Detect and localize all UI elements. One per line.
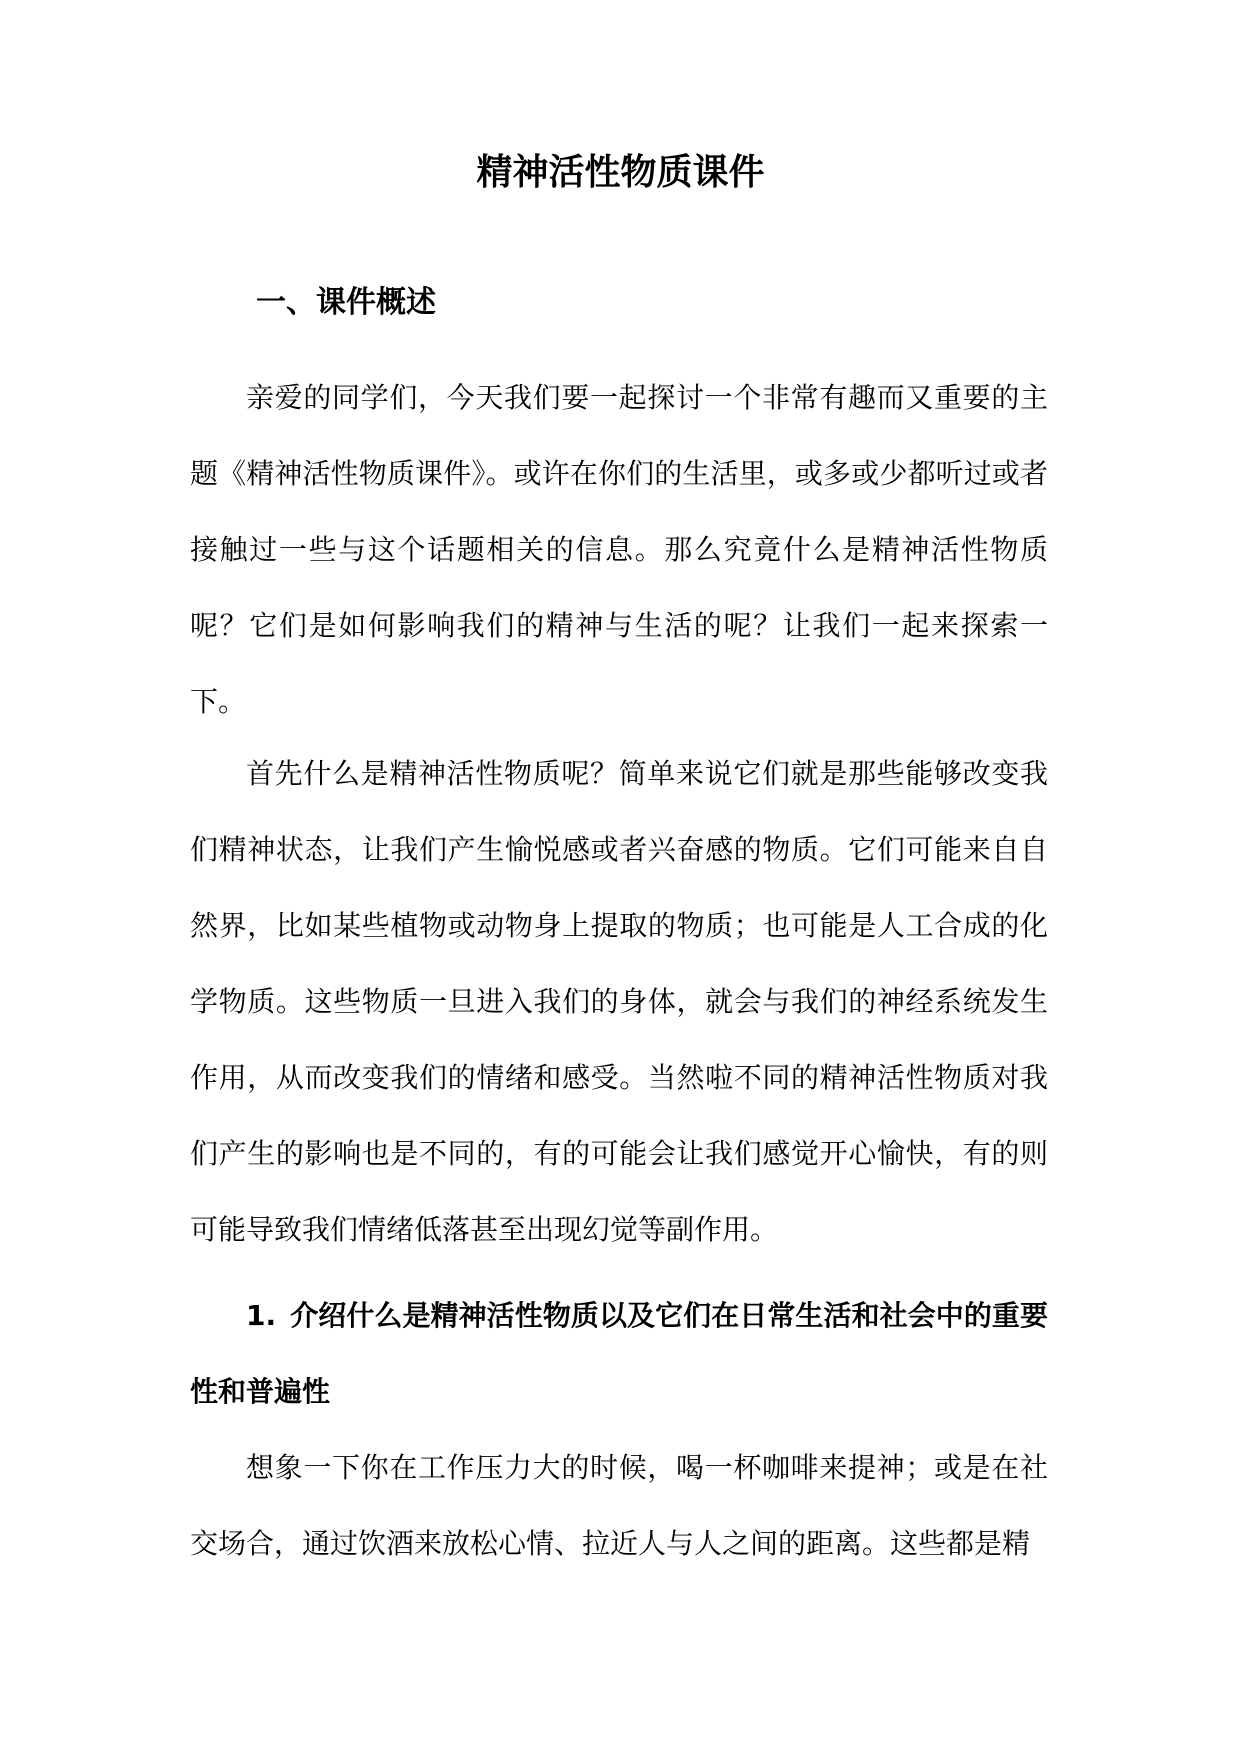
paragraph-definition: 首先什么是精神活性物质呢？简单来说它们就是那些能够改变我们精神状态，让我们产生愉悦感或者兴奋感的物质。它们可能来自自然界，比如某些植物或动物身上提取的物质；也可能是人工合成的化学物质。这些物质一旦进入我们的身体，就会与我们的神经系统发生作用，从而改变我们的情绪和感受。当然啦不同的精神活性物质对我们产生的影响也是不同的，有的可能会让我们感觉开心愉快，有的则可能导致我们情绪低落甚至出现幻觉等副作用。 — [190, 757, 1048, 1246]
subsection-number: 1. — [246, 1299, 277, 1332]
paragraph-examples: 想象一下你在工作压力大的时候，喝一杯咖啡来提神；或是在社交场合，通过饮酒来放松心情、拉近人与人之间的距离。这些都是精 — [190, 1451, 1048, 1560]
subsection-heading — [190, 1278, 1048, 1430]
section-heading: 一、课件概述 — [256, 285, 436, 320]
document-title: 精神活性物质课件 — [476, 152, 765, 193]
paragraph-intro: 亲爱的同学们，今天我们要一起探讨一个非常有趣而又重要的主题《精神活性物质课件》。或许在你们的生活里，或多或少都听过或者接触过一些与这个话题相关的信息。那么究竟什么是精神活性物质呢？它们是如何影响我们的精神与生活的呢？让我们一起来探索一下。 — [190, 381, 1048, 718]
subsection-text: 介绍什么是精神活性物质以及它们在日常生活和社会中的重要性和普遍性 — [190, 1299, 1048, 1408]
